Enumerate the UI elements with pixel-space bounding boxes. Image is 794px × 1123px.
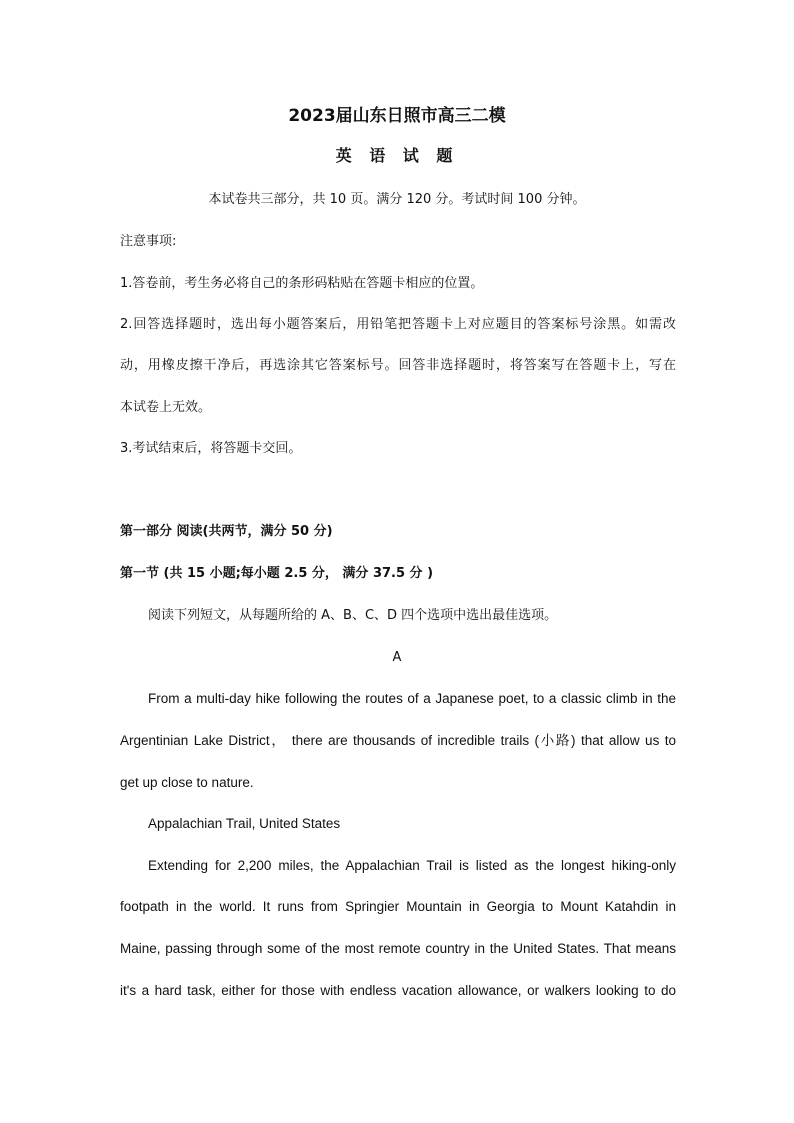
passage-paragraph-line: it's a hard task, either for those with endless vacation allowance, or walkers looking to do: [120, 983, 676, 998]
section-one-heading: 第一节 (共 15 小题;每小题 2.5 分， 满分 37.5 分 ): [120, 566, 434, 581]
note-item-2-line-3: 本试卷上无效。: [120, 400, 212, 415]
note-item-1: 1.答卷前，考生务必将自己的条形码粘贴在答题卡相应的位置。: [120, 276, 484, 291]
passage-paragraph-line: Extending for 2,200 miles, the Appalachian Trail is listed as the longest hiking-only: [148, 858, 676, 873]
passage-label: A: [392, 650, 402, 665]
passage-subheading: Appalachian Trail, United States: [148, 816, 341, 831]
exam-title: 2023届山东日照市高三二模: [288, 106, 506, 126]
exam-subtitle: 英 语 试 题: [335, 146, 459, 165]
part-one-heading: 第一部分 阅读(共两节，满分 50 分): [120, 524, 333, 539]
passage-paragraph-line: Argentinian Lake District， there are thousands of incredible trails (小路) that allow us to: [120, 733, 676, 748]
passage-paragraph-line: get up close to nature.: [120, 775, 254, 790]
note-item-3: 3.考试结束后，将答题卡交回。: [120, 441, 302, 456]
passage-paragraph-line: Maine, passing through some of the most remote country in the United States. That means: [120, 941, 676, 956]
section-instruction: 阅读下列短文，从每题所给的 A、B、C、D 四个选项中选出最佳选项。: [148, 608, 558, 623]
exam-info: 本试卷共三部分，共 10 页。满分 120 分。考试时间 100 分钟。: [208, 192, 586, 207]
passage-paragraph-line: From a multi-day hike following the routes of a Japanese poet, to a classic climb in the: [148, 691, 676, 706]
note-item-2-line-1: 2.回答选择题时，选出每小题答案后，用铅笔把答题卡上对应题目的答案标号涂黑。如需改: [120, 317, 676, 332]
note-item-2-line-2: 动，用橡皮擦干净后，再选涂其它答案标号。回答非选择题时，将答案写在答题卡上，写在: [120, 358, 676, 373]
notes-heading: 注意事项:: [120, 234, 177, 249]
passage-paragraph-line: footpath in the world. It runs from Springier Mountain in Georgia to Mount Katahdin in: [120, 899, 676, 914]
